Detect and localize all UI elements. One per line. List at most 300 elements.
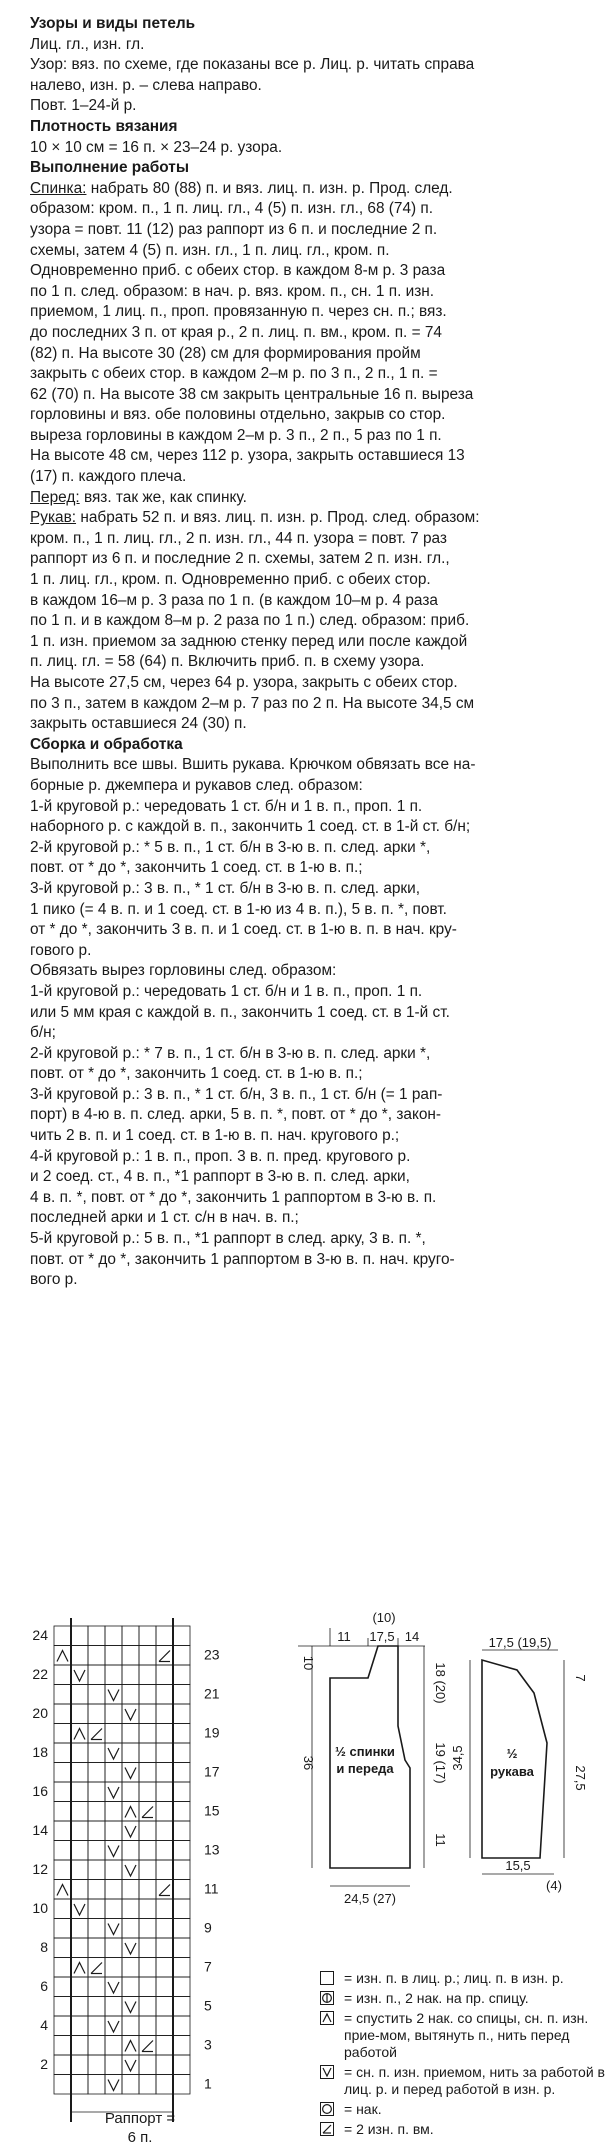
slip-drop-yarn-icon [57, 1885, 68, 1896]
row-number: 23 [204, 1646, 220, 1663]
chart-cell [156, 2055, 173, 2075]
chart-cell [54, 1938, 71, 1958]
section-heading: Сборка и обработка [30, 735, 183, 753]
chart-cell [54, 1626, 71, 1646]
chart-cell [156, 1919, 173, 1939]
instruction-line: 3-й круговой р.: 3 в. п., * 1 ст. б/н в 3-ю в. п. след. арки, [30, 879, 421, 897]
chart-cell [105, 1821, 122, 1841]
purl-two-together-icon [159, 1885, 170, 1896]
slip-purlwise-icon [125, 1865, 136, 1876]
row-number: 16 [32, 1783, 48, 1799]
chart-cell [71, 2036, 88, 2056]
instruction-line: в каждом 16–м р. 3 раза по 1 п. (в каждом 10–м р. 4 раза [30, 591, 438, 609]
instruction-line: На высоте 27,5 см, через 64 р. узора, закрыть с обеих стор. [30, 674, 458, 691]
instruction-line: 1 пико (= 4 в. п. и 1 соед. ст. в 1-ю из 4 в. п.), 5 в. п. *, повт. [30, 900, 447, 918]
chart-cell [88, 2016, 105, 2036]
chart-cell [156, 1938, 173, 1958]
slip-purlwise-icon [108, 1846, 119, 1857]
chart-cell [122, 1899, 139, 1919]
chart-cell [71, 1782, 88, 1802]
chart-cell [156, 2016, 173, 2036]
body-label-line-2: и переда [336, 1761, 394, 1776]
chart-cell [71, 1646, 88, 1666]
yarn-over-icon [320, 2102, 334, 2116]
chart-cell [122, 1743, 139, 1763]
chart-cell [156, 2036, 173, 2056]
chart-cell [156, 1782, 173, 1802]
chart-cell [173, 1899, 190, 1919]
instruction-line: борные р. джемпера и рукавов след. образом: [30, 776, 363, 794]
instruction-line: по 3 п., затем в каждом 2–м р. 7 раз по 2 п. На высоте 34,5 см [30, 694, 475, 712]
instruction-line: Обвязать вырез горловины след. образом: [30, 962, 337, 980]
chart-cell [88, 1938, 105, 1958]
row-number: 20 [32, 1705, 48, 1721]
slip-purlwise-icon [108, 2080, 119, 2091]
chart-cell [54, 1646, 71, 1666]
row-number: 15 [204, 1802, 220, 1819]
chart-cell [54, 1860, 71, 1880]
chart-cell [54, 1743, 71, 1763]
chart-cell [139, 1958, 156, 1978]
chart-cell [88, 2055, 105, 2075]
chart-cell [88, 1665, 105, 1685]
body-right-dim-1: 18 (20) [433, 1662, 448, 1704]
slip-purlwise-icon [108, 1787, 119, 1798]
chart-cell [122, 1685, 139, 1705]
chart-cell [122, 1977, 139, 1997]
slip-drop-yarn-icon [125, 2041, 136, 2052]
chart-cell [54, 2016, 71, 2036]
legend-text: = изн. п., 2 нак. на пр. спицу. [344, 1990, 529, 2006]
chart-cell [88, 1860, 105, 1880]
chart-cell [139, 1782, 156, 1802]
chart-cell [71, 1821, 88, 1841]
chart-cell [156, 1821, 173, 1841]
sleeve-bottom-dim: 15,5 [505, 1858, 531, 1873]
row-number: 11 [204, 1880, 219, 1897]
chart-cell [173, 1958, 190, 1978]
sleeve-right-dim-2: 27,5 [573, 1765, 588, 1791]
row-number: 7 [204, 1958, 212, 1975]
body-schematic [260, 1608, 460, 1908]
chart-cell [173, 2055, 190, 2075]
chart-cell [105, 1958, 122, 1978]
chart-cell [54, 1685, 71, 1705]
slip-drop-yarn-icon [125, 1807, 136, 1818]
instruction-line: 5-й круговой р.: 5 в. п., *1 раппорт в след. арку, 3 в. п. *, [30, 1230, 426, 1248]
pattern-instructions [30, 14, 590, 1291]
purl-two-together-icon [159, 1651, 170, 1662]
instruction-line: до последних 3 п. от края р., 2 п. лиц. п. вм., кром. п. = 74 [30, 323, 442, 341]
chart-cell [173, 1763, 190, 1783]
chart-cell [139, 1763, 156, 1783]
instruction-line: Спинка: набрать 80 (88) п. и вяз. лиц. п. изн. р. Прод. след. [30, 179, 453, 197]
legend-item [320, 1990, 610, 2007]
chart-row-labels [32, 1627, 219, 2092]
chart-cell [122, 1665, 139, 1685]
chart-cell [139, 1880, 156, 1900]
chart-cell [173, 2075, 190, 2095]
chart-cell [88, 1685, 105, 1705]
chart-cell [71, 1802, 88, 1822]
slip-purlwise-icon [323, 2068, 331, 2076]
sleeve-left-dim: 34,5 [450, 1745, 465, 1771]
chart-cell [173, 1977, 190, 1997]
chart-cell [173, 1626, 190, 1646]
body-top-dim-1: 11 [337, 1629, 351, 1644]
body-right-dim-2: 19 (17) [433, 1742, 448, 1784]
instruction-line: повт. от * до *, закончить 1 раппортом в 3-ю в. п. нач. круго- [30, 1250, 455, 1268]
body-left-dim-1: 10 [301, 1655, 316, 1671]
slip-purlwise-icon [108, 1982, 119, 1993]
section-heading: Плотность вязания [30, 117, 178, 135]
row-number: 6 [40, 1978, 48, 1994]
instruction-line: повт. от * до *, закончить 1 соед. ст. в 1-ю в. п.; [30, 859, 363, 877]
chart-cell [54, 2075, 71, 2095]
chart-cell [156, 1743, 173, 1763]
instruction-line: гового р. [30, 941, 92, 959]
chart-cell [173, 1704, 190, 1724]
chart-cell [88, 1802, 105, 1822]
chart-cell [71, 1763, 88, 1783]
chart-cell [122, 2036, 139, 2056]
instruction-line: (82) п. На высоте 30 (28) см для формирования пройм [30, 344, 421, 362]
chart-cell [122, 2075, 139, 2095]
chart-cell [54, 1724, 71, 1744]
chart-cell [139, 2075, 156, 2095]
slip-purlwise-icon [125, 1768, 136, 1779]
chart-cell [173, 1919, 190, 1939]
chart-cell [173, 1685, 190, 1705]
chart-cell [54, 1665, 71, 1685]
slip-purlwise-icon [74, 1904, 85, 1915]
chart-cell [139, 1938, 156, 1958]
instruction-line: раппорт из 6 п. и последние 2 п. схемы, затем 2 п. изн. гл., [30, 550, 450, 568]
chart-cell [105, 1997, 122, 2017]
chart-cell [122, 1646, 139, 1666]
chart-cell [54, 1821, 71, 1841]
instruction-line: (17) п. каждого плеча. [30, 468, 187, 486]
row-number: 22 [32, 1666, 48, 1682]
slip-purlwise-icon [125, 1709, 136, 1720]
instruction-line: налево, изн. р. – слева направо. [30, 76, 262, 94]
chart-cell [105, 1938, 122, 1958]
chart-cell [71, 1880, 88, 1900]
chart-cell [139, 1724, 156, 1744]
chart-cell [54, 1763, 71, 1783]
chart-cell [173, 1938, 190, 1958]
chart-cell [156, 1626, 173, 1646]
chart-cell [156, 1724, 173, 1744]
chart-cell [156, 1704, 173, 1724]
chart-cell [71, 1841, 88, 1861]
row-number: 17 [204, 1763, 220, 1780]
chart-cell [54, 2055, 71, 2075]
chart-cell [156, 1977, 173, 1997]
chart-cell [54, 1977, 71, 1997]
chart-cell [71, 2055, 88, 2075]
empty-square-icon [320, 1971, 334, 1985]
body-label-line-1: ½ спинки [335, 1744, 395, 1759]
legend-item [320, 2101, 610, 2118]
instruction-line: от * до *, закончить 3 в. п. и 1 соед. ст. в 1-ю в. п. в нач. кру- [30, 921, 457, 939]
chart-cell [88, 1841, 105, 1861]
chart-cell [156, 1997, 173, 2017]
instruction-line: Одновременно приб. с обеих стор. в каждом 8-м р. 3 раза [30, 262, 446, 280]
chart-cell [122, 1919, 139, 1939]
instruction-line: по 1 п. и в каждом 8–м р. 2 раза по 1 п.) след. образом: приб. [30, 612, 470, 630]
section-heading: Узоры и виды петель [30, 15, 196, 32]
instruction-line: Лиц. гл., изн. гл. [30, 35, 145, 53]
chart-cell [88, 1977, 105, 1997]
instruction-line: 2-й круговой р.: * 7 в. п., 1 ст. б/н в 3-ю в. п. след. арки *, [30, 1044, 431, 1062]
chart-cell [122, 1880, 139, 1900]
instruction-line: б/н; [30, 1024, 56, 1042]
instruction-line: закрыть оставшиеся 24 (30) п. [30, 715, 247, 733]
legend-item [320, 2064, 610, 2098]
slip-drop-yarn-icon [74, 1729, 85, 1740]
slip-purlwise-icon [108, 2021, 119, 2032]
chart-cell [88, 1763, 105, 1783]
chart-cell [105, 2036, 122, 2056]
row-number: 19 [204, 1724, 220, 1741]
chart-cell [71, 1860, 88, 1880]
rapport-value: 6 п. [127, 2129, 153, 2146]
slip-purlwise-icon [108, 1748, 119, 1759]
instruction-line: Рукав: набрать 52 п. и вяз. лиц. п. изн. р. Прод. след. образом: [30, 509, 480, 527]
chart-cell [105, 1724, 122, 1744]
chart-cell [71, 1938, 88, 1958]
chart-cell [54, 1704, 71, 1724]
chart-cell [139, 1685, 156, 1705]
instruction-line: по 1 п. след. образом: в нач. р. вяз. кром. п., сн. 1 п. изн. [30, 282, 435, 300]
chart-cell [71, 1704, 88, 1724]
chart-cell [105, 1860, 122, 1880]
chart-cell [139, 1899, 156, 1919]
slip-purlwise-icon [320, 2065, 334, 2079]
chart-cell [54, 1802, 71, 1822]
chart-cell [122, 1958, 139, 1978]
chart-cell [105, 1880, 122, 1900]
chart-cell [173, 1665, 190, 1685]
chart-cell [139, 1646, 156, 1666]
instruction-line: и 2 соед. ст., 4 в. п., *1 раппорт в 3-ю в. п. след. арки, [30, 1168, 410, 1186]
chart-cell [88, 1821, 105, 1841]
chart-cell [71, 1977, 88, 1997]
chart-cell [71, 1919, 88, 1939]
chart-cell [54, 1841, 71, 1861]
chart-cell [54, 1880, 71, 1900]
chart-cell [122, 2016, 139, 2036]
chart-grid [54, 1618, 190, 2122]
chart-legend [320, 1970, 610, 2141]
purl-two-together-icon [142, 1807, 153, 1818]
legend-item [320, 2010, 610, 2061]
sleeve-right-dim-1: 7 [573, 1674, 588, 1682]
chart-cell [173, 1860, 190, 1880]
slip-purlwise-icon [125, 1943, 136, 1954]
chart-cell [71, 1743, 88, 1763]
chart-cell [122, 1841, 139, 1861]
chart-cell [139, 1665, 156, 1685]
slip-purlwise-icon [108, 1690, 119, 1701]
instruction-line: На высоте 48 см, через 112 р. узора, закрыть оставшиеся 13 [30, 447, 465, 465]
chart-cell [156, 1841, 173, 1861]
instruction-line: образом: кром. п., 1 п. лиц. гл., 4 (5) п. изн. гл., 68 (74) п. [30, 200, 434, 218]
chart-cell [105, 1626, 122, 1646]
two-yarn-over-icon [323, 1994, 332, 2003]
legend-item [320, 1970, 610, 1987]
instruction-line: схемы, затем 4 (5) п. изн. гл., 1 п. лиц. гл., кром. п. [30, 241, 390, 259]
chart-cell [139, 1841, 156, 1861]
chart-cell [173, 1646, 190, 1666]
slip-purlwise-icon [125, 2002, 136, 2013]
instruction-line: Узор: вяз. по схеме, где показаны все р. Лиц. р. читать справа [30, 56, 475, 74]
chart-cell [71, 1626, 88, 1646]
row-number: 24 [32, 1627, 48, 1643]
instruction-line: последней арки и 1 ст. с/н в нач. в. п.; [30, 1209, 299, 1227]
chart-cell [105, 1802, 122, 1822]
chart-cell [88, 1919, 105, 1939]
chart-cell [71, 1685, 88, 1705]
chart-cell [173, 1997, 190, 2017]
chart-cell [139, 1977, 156, 1997]
chart-cell [54, 2036, 71, 2056]
chart-cell [71, 1724, 88, 1744]
row-number: 8 [40, 1939, 48, 1955]
chart-cell [54, 1782, 71, 1802]
chart-cell [71, 1958, 88, 1978]
sleeve-schematic [450, 1635, 610, 1898]
instruction-line: 1 п. лиц. гл., кром. п. Одновременно приб. с обеих стор. [30, 571, 431, 589]
chart-cell [54, 1919, 71, 1939]
instruction-line: приемом, 1 лиц. п., проп. провязанную п. через сн. п.; вяз. [30, 303, 447, 321]
chart-cell [88, 1743, 105, 1763]
legend-text: = 2 изн. п. вм. [344, 2121, 434, 2137]
chart-cell [173, 1743, 190, 1763]
slip-purlwise-icon [108, 1924, 119, 1935]
chart-cell [139, 2055, 156, 2075]
chart-cell [139, 1919, 156, 1939]
chart-cell [88, 1782, 105, 1802]
chart-cell [122, 1626, 139, 1646]
slip-drop-yarn-icon [74, 1963, 85, 1974]
instruction-line: 2-й круговой р.: * 5 в. п., 1 ст. б/н в 3-ю в. п. след. арки *, [30, 838, 431, 856]
chart-cell [122, 1782, 139, 1802]
chart-cell [139, 1743, 156, 1763]
slip-purlwise-icon [125, 1826, 136, 1837]
chart-cell [173, 1841, 190, 1861]
slip-drop-yarn-icon [320, 2011, 334, 2025]
chart-cell [88, 1880, 105, 1900]
instruction-line: чить 2 в. п. и 1 соед. ст. в 1-ю в. п. нач. кругового р.; [30, 1127, 400, 1145]
chart-cell [173, 1880, 190, 1900]
chart-cell [156, 1860, 173, 1880]
chart-cell [173, 1782, 190, 1802]
instruction-line: повт. от * до *, закончить 1 соед. ст. в 1-ю в. п.; [30, 1065, 363, 1083]
chart-cell [139, 1860, 156, 1880]
body-bottom-dim: 24,5 (27) [343, 1891, 397, 1906]
instruction-line: 62 (70) п. На высоте 38 см закрыть центральные 16 п. выреза [30, 385, 474, 403]
two-yarn-over-icon [320, 1991, 334, 2005]
instruction-line: узора = повт. 11 (12) раз раппорт из 6 п. и последние 2 п. [30, 220, 438, 238]
instruction-line: закрыть с обеих стор. в каждом 2–м р. по 3 п., 2 п., 1 п. = [30, 365, 438, 383]
chart-cell [105, 1763, 122, 1783]
row-number: 1 [204, 2075, 212, 2092]
instruction-line: 4 в. п. *, повт. от * до *, закончить 1 раппортом в 3-ю в. п. [30, 1188, 437, 1206]
instruction-line: кром. п., 1 п. лиц. гл., 2 п. изн. гл., 44 п. узора = повт. 7 раз [30, 529, 447, 547]
slip-purlwise-icon [74, 1670, 85, 1681]
sleeve-label-line-2: рукава [490, 1764, 534, 1779]
instruction-line: Выполнить все швы. Вшить рукава. Крючком обвязать все на- [30, 756, 476, 774]
chart-cell [105, 2055, 122, 2075]
instruction-line: 1-й круговой р.: чередовать 1 ст. б/н и 1 в. п., проп. 1 п. [30, 982, 423, 1000]
body-left-dim-2: 36 [301, 1755, 316, 1771]
instruction-line: 3-й круговой р.: 3 в. п., * 1 ст. б/н, 3 в. п., 1 ст. б/н (= 1 рап- [30, 1085, 443, 1103]
chart-cell [71, 2016, 88, 2036]
chart-cell [156, 1958, 173, 1978]
stitch-chart [0, 1608, 250, 2151]
instruction-line: порт) в 4-ю в. п. след. арки, 5 в. п. *, повт. от * до *, закон- [30, 1106, 442, 1124]
body-top-dim-2: 17,5 [369, 1629, 395, 1644]
instruction-line: 1-й круговой р.: чередовать 1 ст. б/н и 1 в. п., проп. 1 п. [30, 797, 423, 815]
chart-cell [88, 1646, 105, 1666]
chart-cell [156, 1802, 173, 1822]
row-number: 2 [40, 2056, 48, 2072]
chart-cell [122, 1724, 139, 1744]
purl-two-together-icon [142, 2041, 153, 2052]
chart-cell [88, 1997, 105, 2017]
chart-cell [54, 1958, 71, 1978]
body-right-dim-3: 11 [433, 1833, 448, 1847]
chart-cell [122, 1802, 139, 1822]
chart-cell [88, 1704, 105, 1724]
legend-text: = сн. п. изн. приемом, нить за работой в лиц. р. и перед работой в изн. р. [344, 2064, 605, 2097]
body-top-label: (10) [372, 1610, 396, 1625]
section-heading: Выполнение работы [30, 159, 189, 177]
slip-drop-yarn-icon [323, 2014, 331, 2022]
chart-cell [173, 2016, 190, 2036]
purl-two-together-icon [320, 2122, 334, 2136]
chart-cell [139, 1626, 156, 1646]
chart-cell [88, 1626, 105, 1646]
chart-cell [173, 1802, 190, 1822]
chart-cell [173, 1724, 190, 1744]
chart-cell [105, 1899, 122, 1919]
legend-text: = изн. п. в лиц. р.; лиц. п. в изн. р. [344, 1970, 564, 1986]
chart-cell [139, 2016, 156, 2036]
chart-cell [156, 1685, 173, 1705]
chart-cell [139, 1821, 156, 1841]
row-number: 12 [32, 1861, 48, 1877]
chart-cell [105, 1665, 122, 1685]
row-number: 14 [32, 1822, 48, 1838]
chart-cell [173, 1821, 190, 1841]
instruction-line: 10 × 10 см = 16 п. × 23–24 р. узора. [30, 138, 283, 156]
instruction-line: п. лиц. гл. = 58 (64) п. Включить приб. п. в схему узора. [30, 653, 425, 671]
chart-cell [54, 1997, 71, 2017]
chart-cell [156, 2075, 173, 2095]
instruction-line: наборного р. с каждой в. п., закончить 1 соед. ст. в 1-й ст. б/н; [30, 818, 471, 836]
instruction-line: или 5 мм края с каждой в. п., закончить 1 соед. ст. в 1-й ст. [30, 1003, 450, 1021]
chart-cell [88, 2075, 105, 2095]
row-number: 5 [204, 1997, 212, 2014]
row-number: 21 [204, 1685, 220, 1702]
purl-two-together-icon [323, 2125, 331, 2133]
slip-drop-yarn-icon [57, 1651, 68, 1662]
row-number: 9 [204, 1919, 212, 1936]
row-number: 18 [32, 1744, 48, 1760]
